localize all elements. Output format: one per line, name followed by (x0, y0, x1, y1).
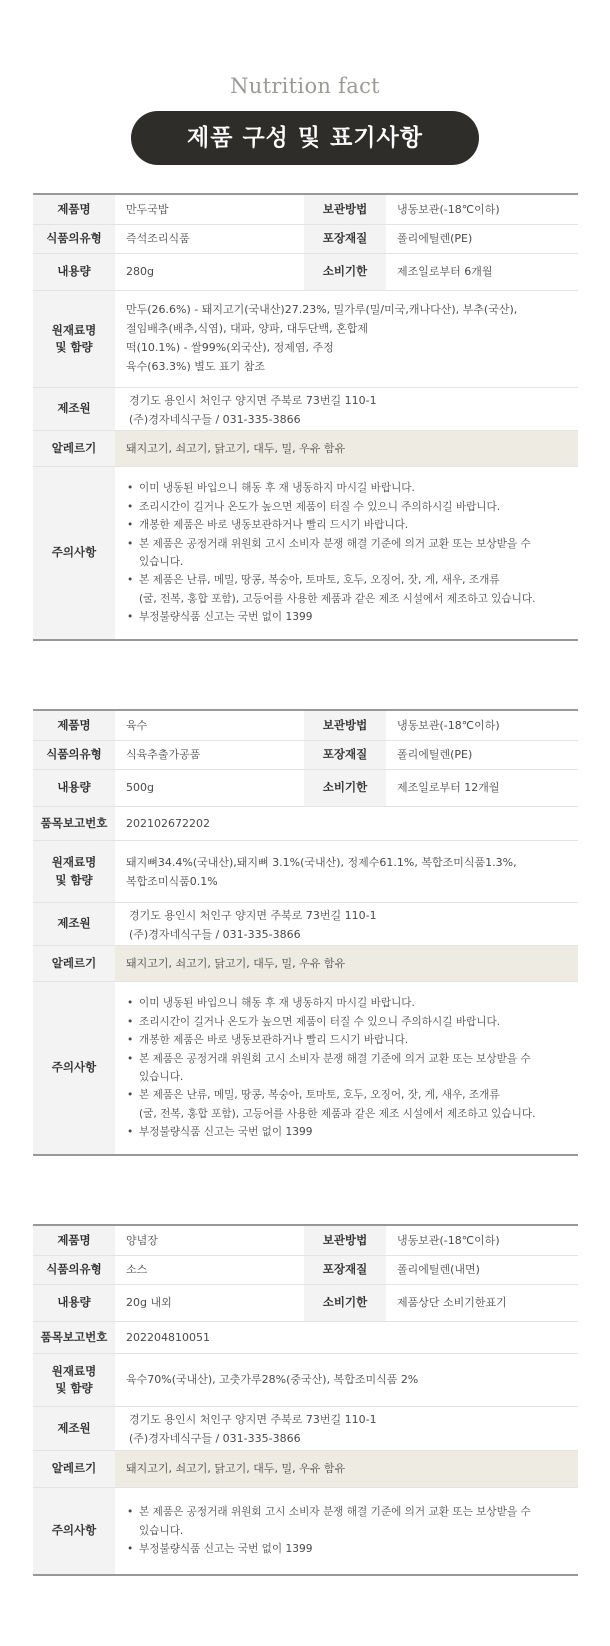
label-allergy: 알레르기 (33, 431, 115, 466)
label-product-name: 제품명 (33, 711, 115, 740)
label-manufacturer: 제조원 (33, 388, 115, 430)
value-food-type: 소스 (126, 1263, 148, 1277)
row-type-packaging (33, 741, 578, 770)
value-food-type: 식육추출가공품 (126, 748, 201, 762)
value-ingredients: 육수70%(국내산), 고춧가루28%(중국산), 복합조미식품 2% (126, 1373, 419, 1387)
label-ingredients: 원재료명 및 함량 (33, 841, 115, 902)
value-content: 500g (126, 781, 154, 795)
value-packaging: 폴리에틸렌(PE) (397, 232, 473, 246)
caution-item: • 조리시간이 길거나 온도가 높으면 제품이 터질 수 있으니 주의하시길 바랍니다. (127, 498, 535, 516)
value-product-name: 육수 (126, 718, 148, 732)
row-allergy (33, 1451, 578, 1488)
label-storage: 보관방법 (304, 711, 386, 740)
label-ingredients: 원재료명 및 함량 (33, 291, 115, 387)
row-content-expiry (33, 770, 578, 807)
row-content-expiry (33, 1285, 578, 1322)
caution-item: • 본 제품은 공정거래 위원회 고시 소비자 분쟁 해결 기준에 의거 교환 또는 보상받을 수 있습니다. (127, 1503, 531, 1540)
value-caution (115, 1488, 578, 1574)
value-content: 20g 내외 (126, 1296, 172, 1310)
label-report-no: 품목보고번호 (33, 807, 115, 840)
value-allergy: 돼지고기, 쇠고기, 닭고기, 대두, 밀, 우유 함유 (115, 1451, 578, 1487)
value-allergy: 돼지고기, 쇠고기, 닭고기, 대두, 밀, 우유 함유 (115, 946, 578, 981)
label-product-name: 제품명 (33, 1226, 115, 1255)
row-manufacturer (33, 903, 578, 946)
value-report-no: 202204810051 (126, 1330, 210, 1344)
value-expiry: 제품상단 소비기한표기 (397, 1296, 507, 1310)
value-packaging: 폴리에틸렌(내면) (397, 1263, 480, 1277)
value-storage: 냉동보관(-18℃이하) (397, 718, 500, 732)
caution-item: • 개봉한 제품은 바로 냉동보관하거나 빨리 드시기 바랍니다. (127, 516, 535, 534)
caution-item: • 부정불량식품 신고는 국번 없이 1399 (127, 608, 535, 626)
row-report-no (33, 1322, 578, 1354)
caution-item: • 이미 냉동된 바입으니 해동 후 재 냉동하지 마시길 바랍니다. (127, 994, 535, 1012)
product-table-1 (33, 193, 578, 641)
caution-item: • 부정불량식품 신고는 국번 없이 1399 (127, 1540, 531, 1558)
label-product-name: 제품명 (33, 195, 115, 224)
caution-item: • 본 제품은 난류, 메밀, 땅콩, 복숭아, 토마토, 호두, 오징어, 잣, 게, 새우, 조개류 (굴, 전복, 홍합 포함), 고등어를 사용한 제품과 같은 제조 시설에서 제조하고 있습니다. (127, 1086, 535, 1123)
row-name-storage (33, 1226, 578, 1256)
row-caution (33, 467, 578, 639)
row-ingredients (33, 841, 578, 903)
label-expiry: 소비기한 (304, 1285, 386, 1321)
value-packaging: 폴리에틸렌(PE) (397, 748, 473, 762)
row-allergy (33, 431, 578, 467)
label-manufacturer: 제조원 (33, 903, 115, 945)
label-packaging: 포장재질 (304, 225, 386, 253)
label-packaging: 포장재질 (304, 741, 386, 769)
label-content: 내용량 (33, 1285, 115, 1321)
value-product-name: 만두국밥 (126, 202, 169, 216)
row-ingredients (33, 291, 578, 388)
product-table-2 (33, 709, 578, 1156)
value-manufacturer: 경기도 용인시 처인구 양지면 주북로 73번길 110-1 (주)경자네식구들 / 031-335-3866 (129, 909, 377, 941)
label-allergy: 알레르기 (33, 1451, 115, 1487)
caution-item: • 부정불량식품 신고는 국번 없이 1399 (127, 1123, 535, 1141)
row-type-packaging (33, 1256, 578, 1285)
label-caution: 주의사항 (33, 1488, 115, 1574)
value-storage: 냉동보관(-18℃이하) (397, 202, 500, 216)
label-report-no: 품목보고번호 (33, 1322, 115, 1353)
value-food-type: 즉석조리식품 (126, 232, 190, 246)
label-expiry: 소비기한 (304, 254, 386, 290)
row-manufacturer (33, 1407, 578, 1451)
label-packaging: 포장재질 (304, 1256, 386, 1284)
value-caution (115, 982, 578, 1154)
label-manufacturer: 제조원 (33, 1407, 115, 1450)
label-content: 내용량 (33, 254, 115, 290)
value-storage: 냉동보관(-18℃이하) (397, 1233, 500, 1247)
row-manufacturer (33, 388, 578, 431)
row-name-storage (33, 195, 578, 225)
row-allergy (33, 946, 578, 982)
label-storage: 보관방법 (304, 195, 386, 224)
value-content: 280g (126, 265, 154, 279)
value-report-no: 202102672202 (126, 816, 210, 830)
label-allergy: 알레르기 (33, 946, 115, 981)
row-name-storage (33, 711, 578, 741)
label-food-type: 식품의유형 (33, 741, 115, 769)
page-title: 제품 구성 및 표기사항 (131, 111, 479, 165)
label-ingredients: 원재료명 및 함량 (33, 1354, 115, 1406)
label-content: 내용량 (33, 770, 115, 806)
row-report-no (33, 807, 578, 841)
value-caution (115, 467, 578, 639)
value-allergy: 돼지고기, 쇠고기, 닭고기, 대두, 밀, 우유 함유 (115, 431, 578, 466)
value-expiry: 제조일로부터 12개월 (397, 781, 500, 795)
row-caution (33, 982, 578, 1154)
label-storage: 보관방법 (304, 1226, 386, 1255)
label-caution: 주의사항 (33, 982, 115, 1154)
label-caution: 주의사항 (33, 467, 115, 639)
value-ingredients: 만두(26.6%) - 돼지고기(국내산)27.23%, 밀가루(밀/미국,캐나다산), 부추(국산), 절임배추(배추,식염), 대파, 양파, 대두단백, 혼합제 떡(10.1%) - 쌀99%(외국산), 정제염, 주정 육수(63.3%) 별도 표기 참조 (126, 303, 518, 373)
caution-item: • 본 제품은 공정거래 위원회 고시 소비자 분쟁 해결 기준에 의거 교환 또는 보상받을 수 있습니다. (127, 535, 535, 572)
label-food-type: 식품의유형 (33, 1256, 115, 1284)
row-caution (33, 1488, 578, 1574)
row-content-expiry (33, 254, 578, 291)
label-expiry: 소비기한 (304, 770, 386, 806)
caution-item: • 본 제품은 공정거래 위원회 고시 소비자 분쟁 해결 기준에 의거 교환 또는 보상받을 수 있습니다. (127, 1050, 535, 1087)
value-manufacturer: 경기도 용인시 처인구 양지면 주북로 73번길 110-1 (주)경자네식구들 / 031-335-3866 (129, 394, 377, 426)
row-type-packaging (33, 225, 578, 254)
caution-item: • 조리시간이 길거나 온도가 높으면 제품이 터질 수 있으니 주의하시길 바랍니다. (127, 1013, 535, 1031)
caution-item: • 이미 냉동된 바입으니 해동 후 재 냉동하지 마시길 바랍니다. (127, 479, 535, 497)
value-product-name: 양념장 (126, 1233, 158, 1247)
value-ingredients: 돼지뼈34.4%(국내산),돼지뼈 3.1%(국내산), 정제수61.1%, 복합조미식품1.3%, 복합조미식품0.1% (126, 856, 517, 888)
caution-item: • 본 제품은 난류, 메밀, 땅콩, 복숭아, 토마토, 호두, 오징어, 잣, 게, 새우, 조개류 (굴, 전복, 홍합 포함), 고등어를 사용한 제품과 같은 제조 시설에서 제조하고 있습니다. (127, 571, 535, 608)
value-expiry: 제조일로부터 6개월 (397, 265, 493, 279)
product-table-3 (33, 1224, 578, 1576)
row-ingredients (33, 1354, 578, 1407)
caution-item: • 개봉한 제품은 바로 냉동보관하거나 빨리 드시기 바랍니다. (127, 1031, 535, 1049)
label-food-type: 식품의유형 (33, 225, 115, 253)
value-manufacturer: 경기도 용인시 처인구 양지면 주북로 73번길 110-1 (주)경자네식구들 / 031-335-3866 (129, 1413, 377, 1445)
nutrition-subtitle: Nutrition fact (230, 74, 380, 98)
